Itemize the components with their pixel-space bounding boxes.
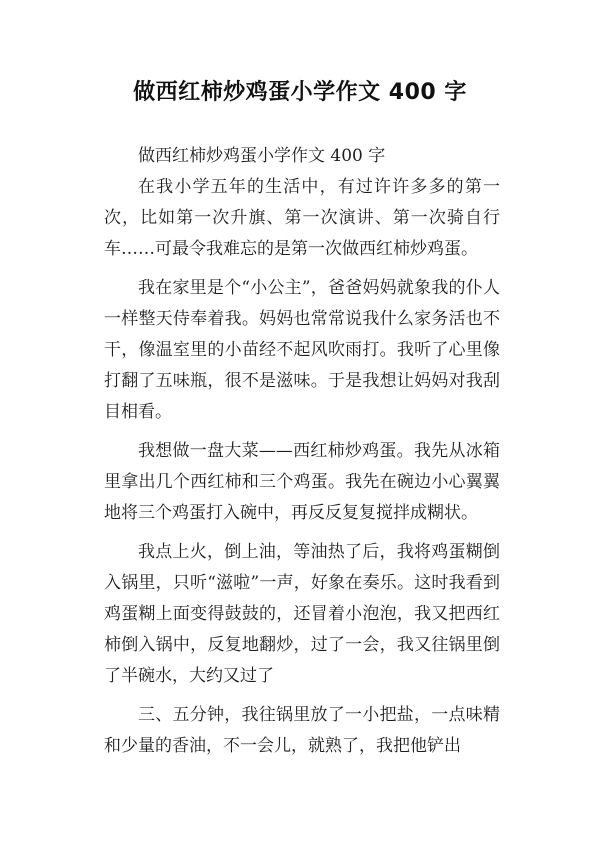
document-subtitle: 做西红柿炒鸡蛋小学作文 400 字 xyxy=(138,146,386,166)
document-body xyxy=(104,141,500,770)
paragraph-1: 在我小学五年的生活中，有过许许多多的第一次，比如第一次升旗、第一次演讲、第一次骑自行车……可最令我难忘的是第一次做西红柿炒鸡蛋。 xyxy=(104,177,500,259)
paragraph-4: 我点上火，倒上油，等油热了后，我将鸡蛋糊倒入锅里，只听“滋啦”一声，好象在奏乐。这时我看到鸡蛋糊上面变得鼓鼓的，还冒着小泡泡，我又把西红柿倒入锅中，反复地翻炒，过了一会，我又往锅里倒了半碗水，大约又过了 xyxy=(104,542,500,686)
document-title: 做西红柿炒鸡蛋小学作文 400 字 xyxy=(133,80,467,105)
paragraph-3: 我想做一盘大菜——西红柿炒鸡蛋。我先从冰箱里拿出几个西红柿和三个鸡蛋。我先在碗边小心翼翼地将三个鸡蛋打入碗中，再反反复复搅拌成糊状。 xyxy=(104,441,500,523)
paragraph-2: 我在家里是个“小公主”，爸爸妈妈就象我的仆人一样整天侍奉着我。妈妈也常常说我什么家务活也不干，像温室里的小苗经不起风吹雨打。我听了心里像打翻了五味瓶，很不是滋味。于是我想让妈妈对我刮目相看。 xyxy=(104,278,500,422)
paragraph-5: 三、五分钟，我往锅里放了一小把盐，一点味精和少量的香油，不一会儿，就熟了，我把他铲出 xyxy=(104,705,500,756)
